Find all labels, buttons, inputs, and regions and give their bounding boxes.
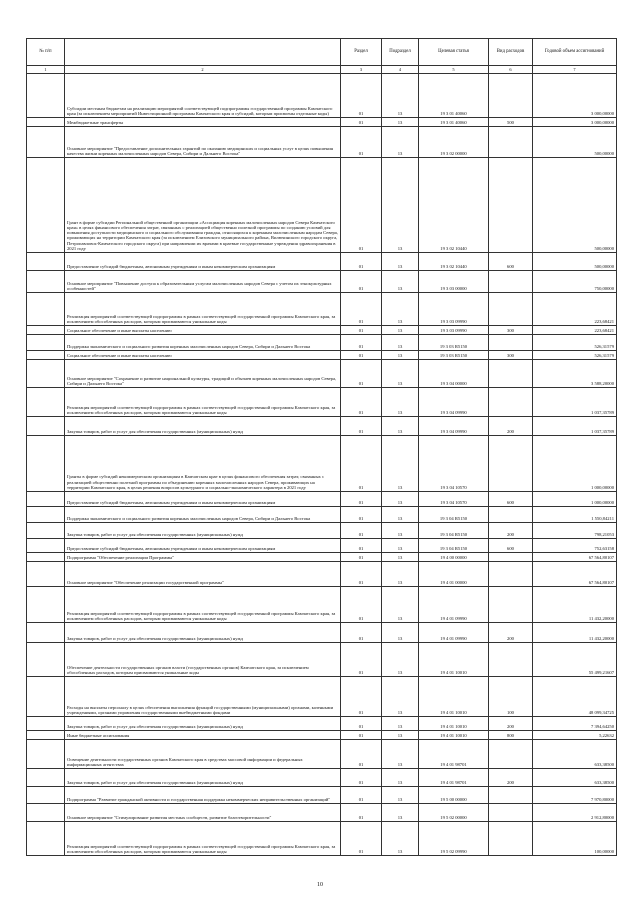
row-section: 01 (341, 677, 382, 717)
row-expense-type: 600 (489, 253, 533, 271)
table-row (27, 253, 617, 271)
row-amount: 5,22632 (533, 731, 617, 740)
row-article: 19 3 01 40060 (419, 118, 489, 127)
row-number (27, 127, 65, 158)
row-section: 01 (341, 643, 382, 677)
row-description: Иные бюджетные ассигнования (65, 731, 341, 740)
row-description: Закупка товаров, работ и услуг для обеспечения государственных (муниципальных) нужд (65, 717, 341, 731)
row-amount: 633,38500 (533, 740, 617, 769)
row-amount: 752,63158 (533, 539, 617, 553)
row-section: 01 (341, 539, 382, 553)
row-expense-type (489, 436, 533, 492)
row-description: Основное мероприятие "Сохранение и развитие национальной культуры, традиций и обычаев коренных малочисленных народов Севера, Сибири и Дальнего Востока" (65, 360, 341, 388)
row-number (27, 360, 65, 388)
row-article: 19 3 03 09990 (419, 293, 489, 326)
col-number: 5 (419, 66, 489, 74)
table-row (27, 326, 617, 335)
row-number (27, 351, 65, 360)
row-expense-type (489, 740, 533, 769)
row-number (27, 271, 65, 293)
row-description: Закупка товаров, работ и услуг для обеспечения государственных (муниципальных) нужд (65, 769, 341, 787)
row-description: Реализация мероприятий соответствующей подпрограммы в рамках соответствующей государственной программы Камчатского края, за исключением обособленных расходов, которым присваиваются уникальные коды (65, 822, 341, 856)
row-expense-type: 200 (489, 417, 533, 436)
row-amount: 11 432,20000 (533, 623, 617, 643)
row-subsection: 13 (382, 127, 419, 158)
row-section: 01 (341, 804, 382, 822)
col-number: 2 (65, 66, 341, 74)
row-number (27, 740, 65, 769)
table-row (27, 822, 617, 856)
row-number (27, 677, 65, 717)
row-section: 01 (341, 388, 382, 417)
row-section: 01 (341, 731, 382, 740)
row-amount: 500,00000 (533, 127, 617, 158)
header-name (65, 39, 341, 66)
col-number: 1 (27, 66, 65, 74)
row-expense-type: 500 (489, 118, 533, 127)
row-article: 19 3 01 40060 (419, 74, 489, 118)
row-number (27, 326, 65, 335)
row-amount: 7 394,64250 (533, 717, 617, 731)
row-description: Субсидии местным бюджетам на реализацию мероприятий соответствующей подпрограммы государственной программы Камчатского края (за исключением мероприятий Инвестиционной программы Камчатского края и субсидий, которым присвоены отдельные коды) (65, 74, 341, 118)
row-section: 01 (341, 523, 382, 539)
row-description: Поддержка экономического и социального развития коренных малочисленных народов Севера, Сибири и Дальнего Востока (65, 507, 341, 523)
row-subsection: 13 (382, 388, 419, 417)
row-description: Освещение деятельности государственных органов Камчатского края в средствах массовой информации и федеральных информационных агентствах (65, 740, 341, 769)
row-expense-type: 200 (489, 623, 533, 643)
row-description: Основное мероприятие "Повышение доступа к образовательным услугам малочисленных народов Севера с учетом их этнокультурных особенностей" (65, 271, 341, 293)
row-number (27, 492, 65, 507)
row-number (27, 436, 65, 492)
row-expense-type: 200 (489, 717, 533, 731)
row-amount: 223,68421 (533, 293, 617, 326)
header-section: Раздел (341, 39, 382, 66)
row-article: 19 3 04 R5150 (419, 539, 489, 553)
row-subsection: 13 (382, 507, 419, 523)
table-row (27, 523, 617, 539)
row-section: 01 (341, 740, 382, 769)
row-description: Социальное обеспечение и иные выплаты населению (65, 326, 341, 335)
row-description: Реализация мероприятий соответствующей подпрограммы в рамках соответствующей государственной программы Камчатского края, за исключением обособленных расходов, которым присваиваются уникальные коды (65, 293, 341, 326)
table-row (27, 293, 617, 326)
row-section: 01 (341, 623, 382, 643)
table-row (27, 335, 617, 351)
table-row (27, 360, 617, 388)
row-number (27, 787, 65, 804)
row-subsection: 13 (382, 731, 419, 740)
table-row (27, 587, 617, 623)
row-description: Расходы на выплаты персоналу в целях обеспечения выполнения функций государственными (муниципальными) органами, казенными учреждениями, органами управления государственными внебюджетными фондами (65, 677, 341, 717)
row-expense-type (489, 271, 533, 293)
row-number (27, 587, 65, 623)
header-article: Целевая статья (419, 39, 489, 66)
row-description: Предоставление субсидий бюджетным, автономным учреждениям и иным некоммерческим организациям (65, 492, 341, 507)
row-expense-type: 600 (489, 539, 533, 553)
row-article: 19 3 03 R5150 (419, 351, 489, 360)
row-expense-type (489, 643, 533, 677)
row-description: Предоставление субсидий бюджетным, автономным учреждениям и иным некоммерческим организациям (65, 539, 341, 553)
row-subsection: 13 (382, 492, 419, 507)
row-amount: 67 564,80107 (533, 553, 617, 562)
row-amount: 67 564,80107 (533, 562, 617, 587)
row-article: 19 3 04 10570 (419, 436, 489, 492)
row-section: 01 (341, 360, 382, 388)
row-expense-type (489, 293, 533, 326)
row-description: Социальное обеспечение и иные выплаты населению (65, 351, 341, 360)
row-amount: 100,00000 (533, 822, 617, 856)
row-section: 01 (341, 158, 382, 253)
row-amount: 3 588,20000 (533, 360, 617, 388)
row-subsection: 13 (382, 769, 419, 787)
row-subsection: 13 (382, 822, 419, 856)
row-section: 01 (341, 417, 382, 436)
row-amount: 500,00000 (533, 158, 617, 253)
header-expense-type: Вид расходов (489, 39, 533, 66)
row-amount: 55 499,21607 (533, 643, 617, 677)
row-section: 01 (341, 335, 382, 351)
col-number: 3 (341, 66, 382, 74)
row-article: 19 4 01 00000 (419, 562, 489, 587)
row-section: 01 (341, 717, 382, 731)
row-expense-type: 600 (489, 492, 533, 507)
row-article: 19 5 02 00000 (419, 804, 489, 822)
row-section: 01 (341, 271, 382, 293)
row-subsection: 13 (382, 643, 419, 677)
row-subsection: 13 (382, 158, 419, 253)
row-subsection: 13 (382, 271, 419, 293)
col-number: 4 (382, 66, 419, 74)
table-row (27, 74, 617, 118)
row-amount: 750,00000 (533, 271, 617, 293)
row-subsection: 13 (382, 787, 419, 804)
row-subsection: 13 (382, 539, 419, 553)
row-amount: 1 037,35789 (533, 388, 617, 417)
row-expense-type (489, 822, 533, 856)
row-subsection: 13 (382, 717, 419, 731)
table-row (27, 562, 617, 587)
row-section: 01 (341, 118, 382, 127)
table-row (27, 118, 617, 127)
row-description: Реализация мероприятий соответствующей подпрограммы в рамках соответствующей государственной программы Камчатского края, за исключением обособленных расходов, которым присваиваются уникальные коды (65, 388, 341, 417)
row-article: 19 3 02 10440 (419, 253, 489, 271)
row-expense-type (489, 74, 533, 118)
header-num: № п/п (27, 39, 65, 66)
table-row (27, 127, 617, 158)
row-expense-type: 200 (489, 769, 533, 787)
header-amount: Годовой объем ассигнований (533, 39, 617, 66)
page-number: 10 (317, 882, 323, 888)
row-number (27, 822, 65, 856)
row-subsection: 13 (382, 562, 419, 587)
row-subsection: 13 (382, 740, 419, 769)
row-section: 01 (341, 326, 382, 335)
row-amount: 1 000,00000 (533, 492, 617, 507)
row-number (27, 553, 65, 562)
row-description: Гранты в форме субсидий некоммерческим организациям в Камчатском крае в целях финансового обеспечения затрат, связанных с реализацией общественно полезной программы по объединению коренных малочисленных народов Севера, проживающих на территории Камчатского края, в целях решения вопросов культурного и социально-экономического характера в 2021 году (65, 436, 341, 492)
row-amount: 1 037,35789 (533, 417, 617, 436)
row-description: Основное мероприятие "Стимулирование развития местных сообществ, развитие благотворительности" (65, 804, 341, 822)
row-amount: 2 912,80000 (533, 804, 617, 822)
row-article: 19 4 01 09990 (419, 623, 489, 643)
row-expense-type (489, 587, 533, 623)
table-row (27, 158, 617, 253)
row-subsection: 13 (382, 351, 419, 360)
row-subsection: 13 (382, 335, 419, 351)
row-amount: 798,21053 (533, 523, 617, 539)
table-row (27, 553, 617, 562)
row-article: 19 4 01 98701 (419, 740, 489, 769)
row-subsection: 13 (382, 553, 419, 562)
table-row (27, 677, 617, 717)
row-amount: 3 000,00000 (533, 118, 617, 127)
row-article: 19 3 02 10440 (419, 158, 489, 253)
row-article: 19 5 00 00000 (419, 787, 489, 804)
row-description: Поддержка экономического и социального развития коренных малочисленных народов Севера, Сибири и Дальнего Востока (65, 335, 341, 351)
row-description: Подпрограмма "Развитие гражданской активности и государственная поддержка некоммерческих неправительственных организаций" (65, 787, 341, 804)
row-amount: 7 970,80000 (533, 787, 617, 804)
row-subsection: 13 (382, 417, 419, 436)
row-number (27, 717, 65, 731)
row-section: 01 (341, 507, 382, 523)
row-section: 01 (341, 351, 382, 360)
row-subsection: 13 (382, 326, 419, 335)
row-article: 19 3 04 09990 (419, 417, 489, 436)
row-amount: 11 432,20000 (533, 587, 617, 623)
row-expense-type: 800 (489, 731, 533, 740)
row-expense-type: 300 (489, 351, 533, 360)
table-row (27, 507, 617, 523)
row-expense-type (489, 562, 533, 587)
row-amount: 1 550,84211 (533, 507, 617, 523)
row-amount: 48 099,34725 (533, 677, 617, 717)
row-subsection: 13 (382, 253, 419, 271)
row-amount: 526,31579 (533, 335, 617, 351)
table-row (27, 492, 617, 507)
row-article: 19 4 01 10010 (419, 731, 489, 740)
row-expense-type (489, 335, 533, 351)
row-section: 01 (341, 562, 382, 587)
row-amount: 223,68421 (533, 326, 617, 335)
row-number (27, 804, 65, 822)
row-amount: 1 000,00000 (533, 436, 617, 492)
row-number (27, 335, 65, 351)
row-description: Закупка товаров, работ и услуг для обеспечения государственных (муниципальных) нужд (65, 623, 341, 643)
row-section: 01 (341, 787, 382, 804)
table-row (27, 436, 617, 492)
row-article: 19 4 01 10010 (419, 677, 489, 717)
row-expense-type: 300 (489, 326, 533, 335)
row-subsection: 13 (382, 74, 419, 118)
row-amount: 526,31579 (533, 351, 617, 360)
row-description: Обеспечение деятельности государственных органов власти (государственных органов) Камчатского края, за исключением обособленных расходов, которым присваиваются уникальные коды (65, 643, 341, 677)
row-subsection: 13 (382, 436, 419, 492)
row-subsection: 13 (382, 623, 419, 643)
table-row (27, 351, 617, 360)
row-expense-type (489, 388, 533, 417)
table-row (27, 717, 617, 731)
row-description: Закупка товаров, работ и услуг для обеспечения государственных (муниципальных) нужд (65, 417, 341, 436)
table-row (27, 271, 617, 293)
row-article: 19 3 03 R5150 (419, 335, 489, 351)
row-section: 01 (341, 553, 382, 562)
table-row (27, 388, 617, 417)
row-article: 19 4 00 00000 (419, 553, 489, 562)
row-expense-type (489, 787, 533, 804)
table-row (27, 539, 617, 553)
row-subsection: 13 (382, 804, 419, 822)
row-number (27, 769, 65, 787)
row-article: 19 3 04 09990 (419, 388, 489, 417)
row-amount: 500,00000 (533, 253, 617, 271)
col-number: 7 (533, 66, 617, 74)
row-number (27, 523, 65, 539)
row-number (27, 293, 65, 326)
row-section: 01 (341, 293, 382, 326)
row-description: Реализация мероприятий соответствующей подпрограммы в рамках соответствующей государственной программы Камчатского края, за исключением обособленных расходов, которым присваиваются уникальные коды (65, 587, 341, 623)
row-description: Подпрограмма "Обеспечение реализации Программы" (65, 553, 341, 562)
row-expense-type: 100 (489, 677, 533, 717)
row-section: 01 (341, 127, 382, 158)
row-number (27, 253, 65, 271)
row-subsection: 13 (382, 587, 419, 623)
row-expense-type (489, 507, 533, 523)
row-article: 19 3 04 10570 (419, 492, 489, 507)
row-article: 19 3 04 00000 (419, 360, 489, 388)
row-article: 19 3 03 00000 (419, 271, 489, 293)
row-amount: 633,38500 (533, 769, 617, 787)
table-row (27, 623, 617, 643)
row-description: Межбюджетные трансферты (65, 118, 341, 127)
table-header-row (27, 39, 617, 66)
row-number (27, 731, 65, 740)
row-number (27, 158, 65, 253)
row-description: Предоставление субсидий бюджетным, автономным учреждениям и иным некоммерческим организациям (65, 253, 341, 271)
row-expense-type (489, 804, 533, 822)
row-section: 01 (341, 769, 382, 787)
table-body (27, 74, 617, 856)
row-expense-type: 200 (489, 523, 533, 539)
row-subsection: 13 (382, 523, 419, 539)
col-number: 6 (489, 66, 533, 74)
row-number (27, 623, 65, 643)
row-number (27, 118, 65, 127)
row-article: 19 3 04 R5150 (419, 523, 489, 539)
row-article: 19 3 04 R5150 (419, 507, 489, 523)
row-article: 19 3 03 09990 (419, 326, 489, 335)
row-amount: 3 000,00000 (533, 74, 617, 118)
table-row (27, 769, 617, 787)
row-article: 19 3 02 00000 (419, 127, 489, 158)
row-section: 01 (341, 587, 382, 623)
row-number (27, 74, 65, 118)
row-number (27, 562, 65, 587)
row-expense-type (489, 158, 533, 253)
table-row (27, 787, 617, 804)
row-section: 01 (341, 822, 382, 856)
row-article: 19 4 01 10010 (419, 643, 489, 677)
row-article: 19 4 01 98701 (419, 769, 489, 787)
table-row (27, 417, 617, 436)
row-expense-type (489, 553, 533, 562)
row-number (27, 643, 65, 677)
table-row (27, 731, 617, 740)
row-description: Основное мероприятие "Предоставление дополнительных гарантий по оказанию медицинских и социальных услуг в целях повышения качества жизни коренных малочисленных народов Севера, Сибири и Дальнего Востока" (65, 127, 341, 158)
row-description: Закупка товаров, работ и услуг для обеспечения государственных (муниципальных) нужд (65, 523, 341, 539)
budget-table (26, 38, 617, 856)
budget-table-sheet (26, 38, 616, 856)
row-subsection: 13 (382, 118, 419, 127)
row-section: 01 (341, 492, 382, 507)
row-subsection: 13 (382, 360, 419, 388)
row-description: Грант в форме субсидии Региональной общественной организации «Ассоциация коренных малочисленных народов Севера Камчатского края» в целях финансового обеспечения затрат, связанных с реализацией общественно полезной программы по созданию условий для повышения доступности медицинского и социального обслуживания граждан, относящихся к коренным малочисленным народам Севера, проживающих на территории Камчатского края (за исключением Елизовского муниципального района, Вилючинского городского округа, Петропавловск-Камчатского городского округа) при направлении их врачами в краевые государственные учреждения здравоохранения в 2021 году (65, 158, 341, 253)
row-number (27, 388, 65, 417)
row-section: 01 (341, 74, 382, 118)
header-subsection: Подраздел (382, 39, 419, 66)
row-expense-type (489, 360, 533, 388)
row-description: Основное мероприятие "Обеспечение реализации государственной программы" (65, 562, 341, 587)
row-article: 19 5 02 09990 (419, 822, 489, 856)
row-section: 01 (341, 253, 382, 271)
row-number (27, 507, 65, 523)
row-number (27, 417, 65, 436)
table-row (27, 804, 617, 822)
row-article: 19 4 01 10010 (419, 717, 489, 731)
row-article: 19 4 01 09990 (419, 587, 489, 623)
row-section: 01 (341, 436, 382, 492)
row-subsection: 13 (382, 677, 419, 717)
table-row (27, 643, 617, 677)
column-number-row (27, 66, 617, 74)
row-subsection: 13 (382, 293, 419, 326)
row-expense-type (489, 127, 533, 158)
table-row (27, 740, 617, 769)
row-number (27, 539, 65, 553)
